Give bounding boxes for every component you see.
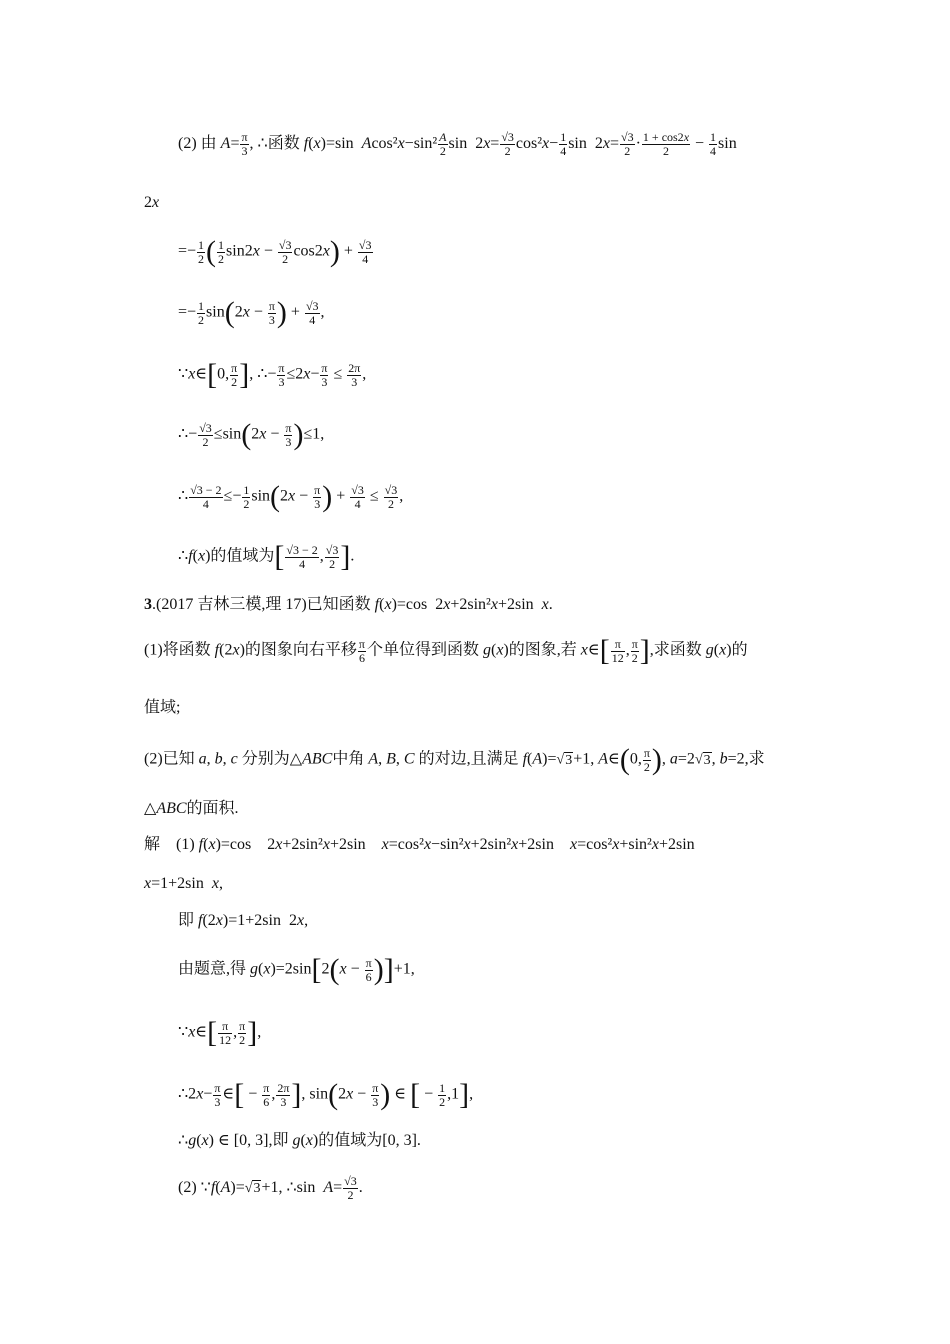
solution-line-8: ∴f(x)的值域为[ $\frac{√3 - 2}{4}$ , $\frac{√3}{2}$ ]. [178, 540, 355, 573]
answer-line-3: 即 f(2x)=1+2sin 2x, [178, 912, 309, 929]
answer-line-1: 解 (1) f(x)=cos 2x+2sin²x+2sin x=cos²x−sin²x+2sin²x+2sin x=cos²x+sin²x+2sin [144, 836, 695, 853]
problem-3-part-2: (2)已知 a, b, c 分别为△ABC中角 A, B, C 的对边,且满足 f(A)=√3+1, A∈(0, $\frac{\pi}{2}$ ), a=2√3, b=2,求 [144, 743, 765, 776]
solution-line-5: ∵x∈[0, $\frac{\pi}{2}$ ], ∴− $\frac{\pi}{3}$ ≤2x− $\frac{\pi}{3}$ ≤ $\frac{2\pi}{3}$ , [178, 358, 367, 391]
solution-line-1-render: (2) 由 A= $\frac{\pi}{3}$ , ∴函数 f(x)=sin Acos²x−sin² $\frac{A}{2}$ sin 2x= $\frac{√3}{2}$ cos²x− $\frac{1}{4}$ sin 2x= $\frac{√3}{2}$ · $\frac{1 + \cos 2x}{2}$ − $\frac{1}{4}$ sin [178, 130, 737, 158]
problem-3-part-1-cont: 值域; [144, 699, 181, 716]
answer-line-5: ∵x∈[ $\frac{\pi}{12}$ , $\frac{\pi}{2}$ ], [178, 1016, 262, 1049]
solution-line-7: ∴ $\frac{√3 - 2}{4}$ ≤− $\frac{1}{2}$ sin(2x − $\frac{\pi}{3}$ ) + $\frac{√3}{4}$ ≤ $\frac{√3}{2}$ , [178, 480, 404, 513]
problem-3-header: 3.(2017 吉林三模,理 17)已知函数 f(x)=cos 2x+2sin²x+2sin x. [144, 596, 553, 613]
answer-line-2: x=1+2sin x, [144, 875, 223, 892]
answer-line-7: ∴g(x) ∈ [0, 3],即 g(x)的值域为[0, 3]. [178, 1132, 421, 1149]
solution-line-4: =− $\frac{1}{2}$ sin(2x − $\frac{\pi}{3}$ ) + $\frac{√3}{4}$ , [178, 296, 325, 329]
solution-line-3: =− $\frac{1}{2}$ ( $\frac{1}{2}$ sin2x − $\frac{√3}{2}$ cos2x) + $\frac{√3}{4}$ [178, 235, 372, 268]
problem-3-part-2-cont: △ABC的面积. [144, 800, 239, 817]
answer-line-4: 由题意,得 g(x)=2sin[2(x − $\frac{\pi}{6}$ )]+1, [178, 953, 415, 986]
answer-line-8: (2) ∵f(A)=√3+1, ∴sin A= $\frac{√3}{2}$ . [178, 1174, 363, 1202]
solution-line-6: ∴− $\frac{√3}{2}$ ≤sin(2x − $\frac{\pi}{3}$ )≤1, [178, 418, 325, 451]
answer-line-6: ∴2x− $\frac{\pi}{3}$ ∈[ − $\frac{\pi}{6}$ , $\frac{2\pi}{3}$ ], sin(2x − $\frac{\pi}{3}$ ) ∈ [ − $\frac{1}{2}$ ,1], [178, 1078, 474, 1111]
solution-line-1 [178, 131, 737, 158]
solution-line-2: 2x [144, 194, 160, 211]
problem-3-part-1: (1)将函数 f(2x)的图象向右平移 $\frac{\pi}{6}$ 个单位得到函数 g(x)的图象,若 x∈[ $\frac{\pi}{12}$ , $\frac{\pi}{2}$ ],求函数 g(x)的 [144, 634, 748, 667]
